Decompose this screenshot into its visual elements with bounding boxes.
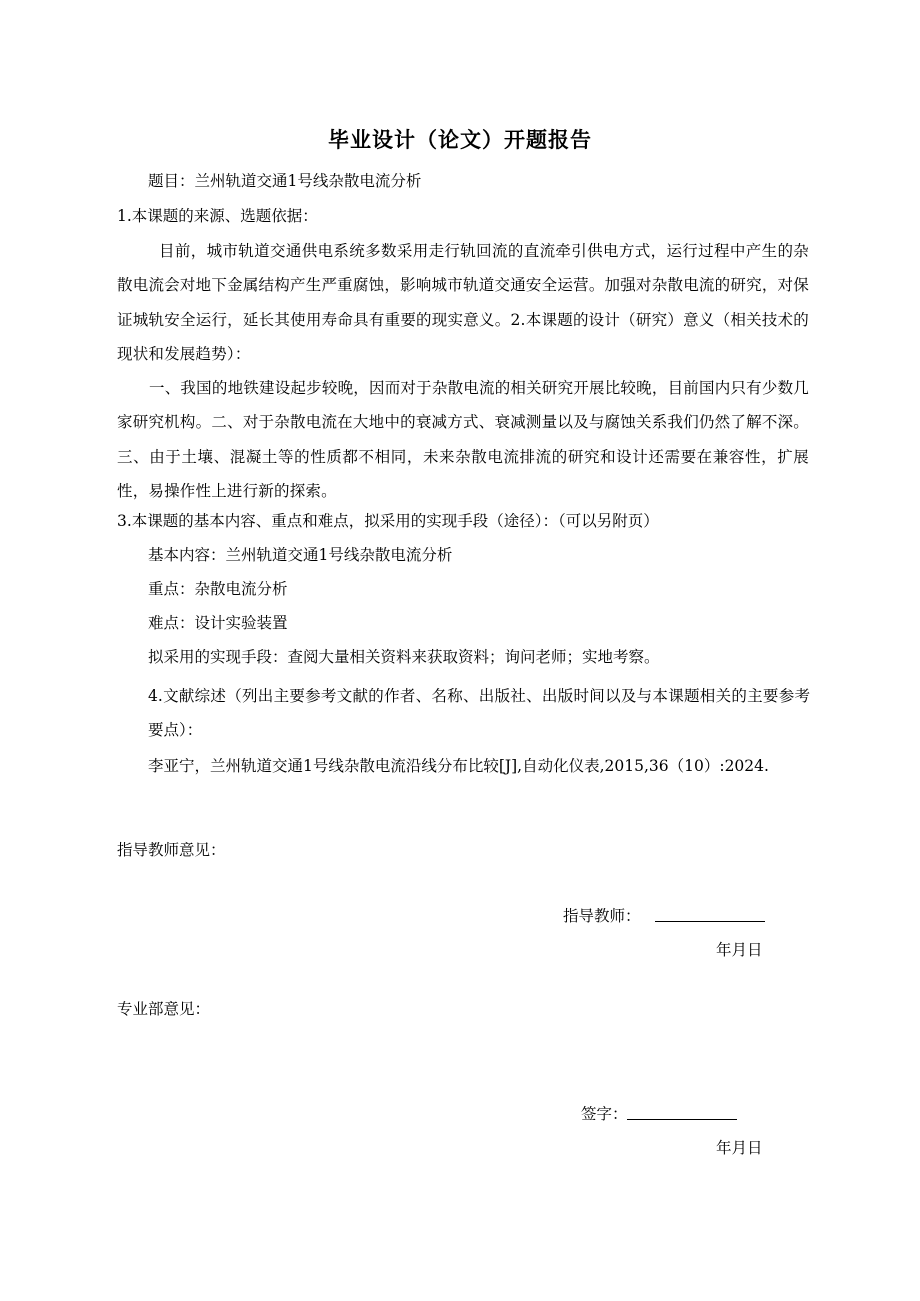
section1-heading: 1.本课题的来源、选题依据： [117,207,318,225]
section2-body: 一、我国的地铁建设起步较晚，因而对于杂散电流的相关研究开展比较晚，目前国内只有少数几家研究机构。二、对于杂散电流在大地中的衰减方式、衰减测量以及与腐蚀关系我们仍然了解不深。三、由于土壤、混凝土等的性质都不相同，未来杂散电流排流的研究和设计还需要在兼容性，扩展性，易操作性上进行新的探索。 [117,379,809,500]
department-date: 年月日 [716,1139,763,1157]
section3-heading: 3.本课题的基本内容、重点和难点，拟采用的实现手段（途径）：（可以另附页） [117,512,659,530]
department-opinion-label: 专业部意见： [117,1000,211,1018]
topic-line: 题目：兰州轨道交通1号线杂散电流分析 [148,172,422,190]
key-point-line: 重点：杂散电流分析 [148,580,288,598]
department-sign-label: 签字： [581,1105,628,1123]
advisor-opinion-label: 指导教师意见： [117,841,226,859]
section1-body: 目前，城市轨道交通供电系统多数采用走行轨回流的直流牵引供电方式，运行过程中产生的杂散电流会对地下金属结构产生严重腐蚀，影响城市轨道交通安全运营。加强对杂散电流的研究，对保证城轨安全运行，延长其使用寿命具有重要的现实意义。2.本课题的设计（研究）意义（相关技术的现状和发展趋势）： [117,242,809,363]
basic-content-line: 基本内容：兰州轨道交通1号线杂散电流分析 [148,546,453,564]
advisor-date: 年月日 [716,941,763,959]
methods-line: 拟采用的实现手段：查阅大量相关资料来获取资料；询问老师；实地考察。 [148,648,660,666]
section4-heading: 4.文献综述（列出主要参考文献的作者、名称、出版社、出版时间以及与本课题相关的主要参考要点）： [148,687,810,739]
page-title: 毕业设计（论文）开题报告 [328,128,592,152]
reference-entry: 李亚宁，兰州轨道交通1号线杂散电流沿线分布比较[J],自动化仪表,2015,36（10）:2024. [148,757,769,775]
difficulty-line: 难点：设计实验装置 [148,614,288,632]
department-signature-field[interactable] [627,1105,737,1120]
advisor-signature-field[interactable] [655,907,765,922]
advisor-sign-label: 指导教师： [563,907,641,925]
